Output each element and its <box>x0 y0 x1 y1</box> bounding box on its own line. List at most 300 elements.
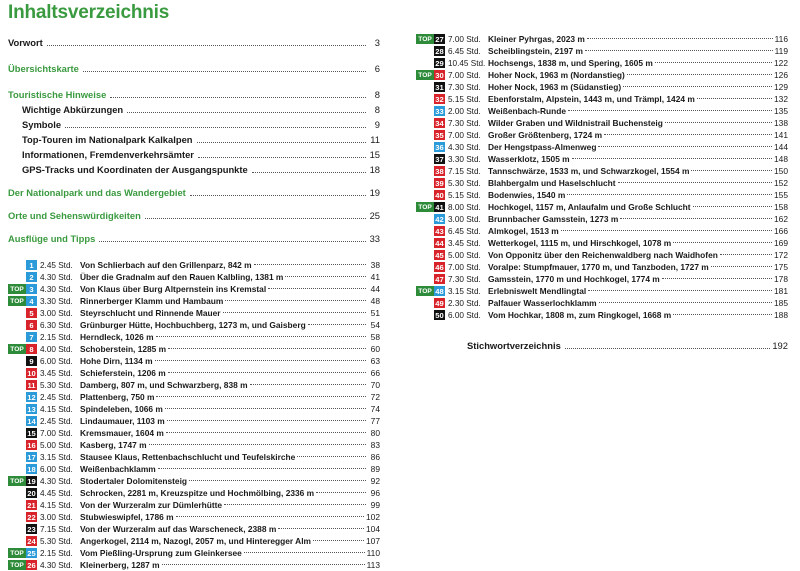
badge-spacer <box>416 154 434 164</box>
tour-duration: 4.30 Std. <box>448 142 481 152</box>
page-number: 178 <box>774 274 788 284</box>
tour-number-badge: 21 <box>27 500 36 510</box>
badge-spacer <box>416 262 434 272</box>
tour-entry[interactable] <box>8 319 380 331</box>
tour-number-badge: 16 <box>27 440 36 450</box>
tour-number-badge: 20 <box>27 488 36 498</box>
tour-entry[interactable] <box>416 249 788 261</box>
page-number: 6 <box>374 63 380 74</box>
toc-section-entry[interactable] <box>8 33 380 48</box>
dot-leader <box>620 218 772 219</box>
tour-name: Angerkogel, 2114 m, Nazogl, 2057 m, und Hinteregger Alm <box>80 536 311 546</box>
page-number: 175 <box>774 262 788 272</box>
tour-name: Ebenforstalm, Alpstein, 1443 m, und Trämpl, 1424 m <box>488 94 695 104</box>
dot-leader <box>254 264 366 265</box>
top-tour-badge: TOP <box>8 476 26 486</box>
dot-leader <box>627 74 772 75</box>
page-number: 126 <box>774 70 788 80</box>
section-label: Stichwortverzeichnis <box>467 340 561 351</box>
page-number: 3 <box>374 37 380 48</box>
tour-number-badge: 28 <box>435 46 444 56</box>
page-number: 83 <box>370 440 380 450</box>
page-number: 92 <box>370 476 380 486</box>
dot-leader <box>189 480 366 481</box>
dot-leader <box>250 384 366 385</box>
tour-entry[interactable] <box>416 165 788 177</box>
section-label: Vorwort <box>8 37 43 48</box>
toc-section-entry[interactable] <box>8 160 380 175</box>
dot-leader <box>47 45 366 46</box>
dot-leader <box>83 71 366 72</box>
tour-name: Hoher Nock, 1963 m (Südanstieg) <box>488 82 622 92</box>
tour-duration: 5.15 Std. <box>448 190 481 200</box>
tour-name: Grünburger Hütte, Hochbuchberg, 1273 m, und Gaisberg <box>80 320 306 330</box>
section-label: Touristische Hinweise <box>8 89 107 100</box>
page-number: 162 <box>774 214 788 224</box>
page-number: 74 <box>370 404 380 414</box>
dot-leader <box>604 134 772 135</box>
tour-entry[interactable] <box>416 153 788 165</box>
tour-duration: 4.45 Std. <box>40 488 73 498</box>
dot-leader <box>568 110 772 111</box>
tour-duration: 4.15 Std. <box>40 500 73 510</box>
tour-entry[interactable] <box>8 439 380 451</box>
dot-leader <box>223 312 366 313</box>
tour-name: Lindaumauer, 1103 m <box>80 416 165 426</box>
tour-entry[interactable] <box>8 259 380 271</box>
tour-duration: 2.45 Std. <box>40 260 73 270</box>
page-number: 107 <box>366 536 380 546</box>
page-number: 158 <box>774 202 788 212</box>
badge-spacer <box>8 500 26 510</box>
tour-entry[interactable] <box>8 559 380 571</box>
dot-leader <box>278 528 364 529</box>
dot-leader <box>268 288 366 289</box>
tour-duration: 2.15 Std. <box>40 548 73 558</box>
dot-leader <box>720 254 772 255</box>
page-number: 181 <box>774 286 788 296</box>
tour-entry[interactable] <box>8 415 380 427</box>
dot-leader <box>588 290 772 291</box>
page-number: 166 <box>774 226 788 236</box>
dot-leader <box>673 314 772 315</box>
badge-spacer <box>416 142 434 152</box>
dot-leader <box>224 504 366 505</box>
tour-entry[interactable] <box>8 475 380 487</box>
top-tour-badge: TOP <box>416 70 434 80</box>
badge-spacer <box>416 118 434 128</box>
badge-spacer <box>416 106 434 116</box>
toc-section-entry[interactable] <box>8 59 380 74</box>
tour-name: Großer Größtenberg, 1724 m <box>488 130 603 140</box>
dot-leader <box>156 396 366 397</box>
section-label: Informationen, Fremdenverkehrsämter <box>22 149 194 160</box>
tour-number-badge: 44 <box>435 238 444 248</box>
dot-leader <box>167 420 366 421</box>
dot-leader <box>655 62 772 63</box>
toc-section-entry[interactable] <box>8 145 380 160</box>
top-tour-badge: TOP <box>416 34 434 44</box>
tour-entry[interactable] <box>416 45 788 57</box>
tour-duration: 6.30 Std. <box>40 320 73 330</box>
tour-name: Plattenberg, 750 m <box>80 392 155 402</box>
spacer <box>8 74 380 85</box>
section-label: Wichtige Abkürzungen <box>22 104 124 115</box>
tour-entry[interactable] <box>416 81 788 93</box>
dot-leader <box>587 38 773 39</box>
tour-name: Kleiner Pyhrgas, 2023 m <box>488 34 585 44</box>
badge-spacer <box>8 416 26 426</box>
toc-section-entry[interactable] <box>8 130 380 145</box>
tour-entry[interactable] <box>416 201 788 213</box>
page-number: 122 <box>774 58 788 68</box>
tour-duration: 7.15 Std. <box>40 524 73 534</box>
tour-duration: 7.00 Std. <box>448 34 481 44</box>
tour-duration: 6.00 Std. <box>448 310 481 320</box>
dot-leader <box>297 456 366 457</box>
tour-duration: 8.00 Std. <box>448 202 481 212</box>
tour-duration: 7.00 Std. <box>448 262 481 272</box>
badge-spacer <box>8 320 26 330</box>
tour-number-badge: 23 <box>27 524 36 534</box>
tour-name: Über die Gradnalm auf den Rauen Kalbling, 1381 m <box>80 272 284 282</box>
page-number: 44 <box>370 284 380 294</box>
page-number: 110 <box>366 548 380 558</box>
tour-entry[interactable] <box>8 307 380 319</box>
page-number: 148 <box>774 154 788 164</box>
dot-leader <box>693 206 772 207</box>
tour-duration: 5.30 Std. <box>448 178 481 188</box>
toc-index-entry[interactable] <box>416 336 788 351</box>
page-number: 132 <box>774 94 788 104</box>
tour-entry[interactable] <box>8 391 380 403</box>
tour-number-badge: 35 <box>435 130 444 140</box>
page-number: 80 <box>370 428 380 438</box>
tour-number-badge: 10 <box>27 368 36 378</box>
tour-number-badge: 8 <box>26 344 37 354</box>
tour-number-badge: 13 <box>27 404 36 414</box>
tour-name: Tannschwärze, 1533 m, und Schwarzkogel, 1554 m <box>488 166 690 176</box>
tour-name: Stodertaler Dolomitensteig <box>80 476 188 486</box>
tour-duration: 3.30 Std. <box>448 154 481 164</box>
tour-name: Rinnerberger Klamm und Hambaum <box>80 296 224 306</box>
tour-name: Wetterkogel, 1115 m, und Hirschkogel, 1078 m <box>488 238 672 248</box>
badge-spacer <box>416 94 434 104</box>
tour-duration: 7.00 Std. <box>40 428 73 438</box>
tour-name: Vom Pießling-Ursprung zum Gleinkersee <box>80 548 242 558</box>
tour-name: Bodenwies, 1540 m <box>488 190 566 200</box>
dot-leader <box>585 50 773 51</box>
dot-leader <box>149 444 366 445</box>
tour-name: Herndleck, 1026 m <box>80 332 154 342</box>
tour-name: Palfauer Wasserlochklamm <box>488 298 597 308</box>
tour-entry[interactable] <box>8 331 380 343</box>
page-number: 11 <box>370 134 380 145</box>
tour-duration: 2.45 Std. <box>40 392 73 402</box>
tour-name: Voralpe: Stumpfmauer, 1770 m, und Tanzboden, 1727 m <box>488 262 709 272</box>
tour-entry[interactable] <box>8 523 380 535</box>
section-label: Übersichtskarte <box>8 63 79 74</box>
toc-section-entry[interactable] <box>8 229 380 244</box>
badge-spacer <box>416 190 434 200</box>
page-number: 38 <box>370 260 380 270</box>
tour-number-badge: 34 <box>435 118 444 128</box>
badge-spacer <box>416 310 434 320</box>
tour-entry[interactable] <box>416 57 788 69</box>
tour-entry[interactable] <box>416 141 788 153</box>
tour-name: Von der Wurzeralm zur Dümlerhütte <box>80 500 223 510</box>
tour-entry[interactable] <box>8 451 380 463</box>
section-label: Ausflüge und Tipps <box>8 233 96 244</box>
toc-section-entry[interactable] <box>8 206 380 221</box>
toc-section-entry[interactable] <box>8 85 380 100</box>
dot-leader <box>598 146 772 147</box>
section-label: Orte und Sehenswürdigkeiten <box>8 210 141 221</box>
tour-entry[interactable] <box>416 213 788 225</box>
tour-name: Damberg, 807 m, und Schwarzberg, 838 m <box>80 380 248 390</box>
toc-section-entry[interactable] <box>8 100 380 115</box>
tour-name: Vom Hochkar, 1808 m, zum Ringkogel, 1668 m <box>488 310 672 320</box>
tour-duration: 2.45 Std. <box>40 416 73 426</box>
badge-spacer <box>416 82 434 92</box>
tour-entry[interactable] <box>8 535 380 547</box>
tour-entry[interactable] <box>8 427 380 439</box>
tour-entry[interactable] <box>416 309 788 321</box>
badge-spacer <box>8 272 26 282</box>
spacer <box>8 198 380 206</box>
tour-entry[interactable] <box>416 273 788 285</box>
tour-name: Der Hengstpass-Almenweg <box>488 142 597 152</box>
tour-number-badge: 14 <box>27 416 36 426</box>
badge-spacer <box>8 440 26 450</box>
dot-leader <box>190 195 366 196</box>
tour-number-badge: 48 <box>435 286 444 296</box>
tour-duration: 6.45 Std. <box>448 226 481 236</box>
tour-duration: 2.15 Std. <box>40 332 73 342</box>
page-number: 113 <box>366 560 380 570</box>
dot-leader <box>673 242 772 243</box>
tour-entry[interactable] <box>8 499 380 511</box>
tour-name: Kasberg, 1747 m <box>80 440 147 450</box>
page-number: 15 <box>369 149 380 160</box>
badge-spacer <box>8 368 26 378</box>
badge-spacer <box>8 512 26 522</box>
badge-spacer <box>8 356 26 366</box>
tour-entry[interactable] <box>8 487 380 499</box>
page-number: 129 <box>774 82 788 92</box>
dot-leader <box>623 86 772 87</box>
tour-name: Schoberstein, 1285 m <box>80 344 167 354</box>
tour-number-badge: 43 <box>435 226 444 236</box>
tour-entry[interactable] <box>416 117 788 129</box>
badge-spacer <box>8 404 26 414</box>
dot-leader <box>567 194 772 195</box>
dot-leader <box>176 516 364 517</box>
tour-number-badge: 32 <box>435 94 444 104</box>
tour-name: Hochsengs, 1838 m, und Spering, 1605 m <box>488 58 653 68</box>
toc-right-column <box>416 33 788 351</box>
tour-number-badge: 7 <box>26 332 37 342</box>
spacer <box>8 244 380 259</box>
dot-leader <box>198 157 366 158</box>
tour-number-badge: 36 <box>435 142 444 152</box>
tour-duration: 6.00 Std. <box>40 356 73 366</box>
tour-duration: 7.30 Std. <box>448 118 481 128</box>
tour-entry[interactable] <box>8 271 380 283</box>
page-number: 116 <box>774 34 788 44</box>
tour-entry[interactable] <box>416 237 788 249</box>
tour-entry[interactable] <box>416 69 788 81</box>
tour-name: Gamsstein, 1770 m und Hochkogel, 1774 m <box>488 274 660 284</box>
page-number: 119 <box>774 46 788 56</box>
top-tour-badge: TOP <box>8 560 26 570</box>
badge-spacer <box>416 238 434 248</box>
tour-entry[interactable] <box>416 93 788 105</box>
tour-entry[interactable] <box>8 547 380 559</box>
badge-spacer <box>416 226 434 236</box>
dot-leader <box>168 348 366 349</box>
tour-name: Spindeleben, 1066 m <box>80 404 163 414</box>
top-tour-badge: TOP <box>8 284 26 294</box>
page-number: 58 <box>370 332 380 342</box>
dot-leader <box>244 552 365 553</box>
dot-leader <box>155 360 366 361</box>
tour-entry[interactable] <box>416 285 788 297</box>
tour-number-badge: 39 <box>435 178 444 188</box>
tour-number-badge: 49 <box>435 298 444 308</box>
page-number: 8 <box>374 89 380 100</box>
dot-leader <box>110 97 366 98</box>
tour-entry[interactable] <box>8 343 380 355</box>
dot-leader <box>145 218 366 219</box>
tour-number-badge: 40 <box>435 190 444 200</box>
badge-spacer <box>416 250 434 260</box>
tour-name: Hoher Nock, 1963 m (Nordanstieg) <box>488 70 625 80</box>
tour-duration: 4.00 Std. <box>40 344 73 354</box>
page-number: 89 <box>370 464 380 474</box>
tour-entry[interactable] <box>8 355 380 367</box>
badge-spacer <box>8 488 26 498</box>
dot-leader <box>166 432 366 433</box>
tour-number-badge: 45 <box>435 250 444 260</box>
page-number: 48 <box>370 296 380 306</box>
tour-duration: 4.30 Std. <box>40 560 73 570</box>
tour-entry[interactable] <box>416 33 788 45</box>
page-number: 104 <box>366 524 380 534</box>
tour-entry[interactable] <box>8 403 380 415</box>
badge-spacer <box>8 308 26 318</box>
tour-name: Von der Wurzeralm auf das Warscheneck, 2388 m <box>80 524 277 534</box>
dot-leader <box>308 324 366 325</box>
tour-entry[interactable] <box>416 105 788 117</box>
tour-number-badge: 9 <box>26 356 37 366</box>
tour-number-badge: 25 <box>27 548 36 558</box>
tour-duration: 6.45 Std. <box>448 46 481 56</box>
page-number: 66 <box>370 368 380 378</box>
page-number: 9 <box>374 119 380 130</box>
toc-section-entry[interactable] <box>8 183 380 198</box>
tour-entry[interactable] <box>8 295 380 307</box>
badge-spacer <box>8 392 26 402</box>
page-number: 54 <box>370 320 380 330</box>
tour-duration: 7.00 Std. <box>448 130 481 140</box>
tour-entry[interactable] <box>416 225 788 237</box>
page-number: 8 <box>374 104 380 115</box>
tour-duration: 2.00 Std. <box>448 106 481 116</box>
tour-name: Weißenbach-Runde <box>488 106 567 116</box>
spacer <box>8 221 380 229</box>
tour-entry[interactable] <box>416 297 788 309</box>
tour-entry[interactable] <box>416 189 788 201</box>
page-number: 60 <box>370 344 380 354</box>
top-tour-badge: TOP <box>416 286 434 296</box>
page-number: 102 <box>366 512 380 522</box>
tour-entry[interactable] <box>416 261 788 273</box>
tour-duration: 10.45 Std. <box>448 58 486 68</box>
tour-entry[interactable] <box>8 463 380 475</box>
dot-leader <box>313 540 364 541</box>
tour-number-badge: 47 <box>435 274 444 284</box>
page-number: 135 <box>774 106 788 116</box>
tour-entry[interactable] <box>8 511 380 523</box>
tour-duration: 3.15 Std. <box>448 286 481 296</box>
dot-leader <box>65 127 366 128</box>
page-number: 70 <box>370 380 380 390</box>
tour-number-badge: 2 <box>26 272 37 282</box>
tour-number-badge: 12 <box>27 392 36 402</box>
tour-entry[interactable] <box>8 367 380 379</box>
tour-number-badge: 17 <box>27 452 36 462</box>
dot-leader <box>156 336 366 337</box>
tour-duration: 3.30 Std. <box>40 296 73 306</box>
dot-leader <box>165 408 366 409</box>
dot-leader <box>127 112 366 113</box>
tour-entry[interactable] <box>8 379 380 391</box>
page-number: 25 <box>369 210 380 221</box>
badge-spacer <box>8 536 26 546</box>
tour-entry[interactable] <box>416 129 788 141</box>
dot-leader <box>662 278 772 279</box>
tour-name: Scheiblingstein, 2197 m <box>488 46 583 56</box>
tour-name: Stubwieswipfel, 1786 m <box>80 512 174 522</box>
tour-name: Erlebniswelt Mendlingtal <box>488 286 587 296</box>
spacer <box>416 321 788 336</box>
dot-leader <box>665 122 772 123</box>
tour-name: Wilder Graben und Wildnistrail Buchensteig <box>488 118 663 128</box>
dot-leader <box>697 98 772 99</box>
tour-duration: 3.00 Std. <box>40 512 73 522</box>
page-number: 33 <box>369 233 380 244</box>
page-number: 185 <box>774 298 788 308</box>
dot-leader <box>316 492 366 493</box>
tour-name: Almkogel, 1513 m <box>488 226 559 236</box>
tour-name: Von Schlierbach auf den Grillenparz, 842 m <box>80 260 252 270</box>
dot-leader <box>711 266 772 267</box>
tour-entry[interactable] <box>416 177 788 189</box>
tour-name: Brunnbacher Gamsstein, 1273 m <box>488 214 619 224</box>
page-number: 172 <box>774 250 788 260</box>
tour-duration: 7.15 Std. <box>448 166 481 176</box>
tour-number-badge: 1 <box>26 260 37 270</box>
tour-duration: 7.30 Std. <box>448 82 481 92</box>
tour-number-badge: 31 <box>435 82 444 92</box>
tour-entry[interactable] <box>8 283 380 295</box>
tour-duration: 7.30 Std. <box>448 274 481 284</box>
page-number: 192 <box>772 340 788 351</box>
toc-section-entry[interactable] <box>8 115 380 130</box>
page-number: 72 <box>370 392 380 402</box>
badge-spacer <box>416 130 434 140</box>
